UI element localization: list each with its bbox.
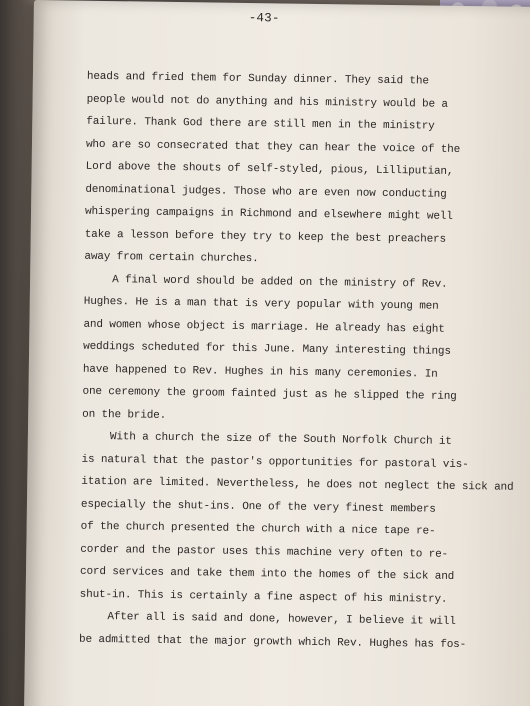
typed-page (24, 0, 530, 706)
text-line: be admitted that the major growth which Rev. Hughes has fos- (78, 633, 467, 651)
text-line: take a lesson before they try to keep the best preachers (84, 228, 447, 246)
text-line: on the bride. (82, 408, 167, 422)
text-line: failure. Thank God there are still men in the ministry (86, 115, 435, 133)
body-text (78, 66, 514, 657)
paragraph-start-line: After all is said and done, however, I believe it will (107, 611, 456, 628)
text-line: and women whose object is marriage. He already has eight (83, 318, 445, 336)
page-number: -43- (248, 11, 280, 26)
text-line: Lord above the shouts of self-styled, pious, Lilliputian, (85, 160, 454, 178)
text-line: one ceremony the groom fainted just as he slipped the ring (82, 385, 457, 403)
text-line: away from certain churches. (84, 250, 259, 266)
text-line: weddings scheduted for this June. Many interesting things (83, 340, 451, 358)
text-line: whispering campaigns in Richmond and elsewhere might well (84, 205, 453, 223)
text-line: shut-in. This is certainly a fine aspect of his ministry. (79, 588, 448, 606)
text-line: itation are limited. Nevertheless, he does not neglect the sick and (81, 475, 514, 494)
text-line: Hughes. He is a man that is very popular with young men (83, 295, 439, 313)
text-line: who are so consecrated that they can hear the voice of the (85, 138, 461, 156)
text-line: denominational judges. Those who are even now conducting (85, 183, 447, 201)
text-line: of the church presented the church with a nice tape re- (80, 520, 436, 538)
text-line: is natural that the pastor's opportunities for pastoral vis- (81, 453, 469, 471)
text-line: corder and the pastor uses this machine very often to re- (80, 543, 449, 561)
paragraph-start-line: A final word should be added on the ministry of Rev. (112, 273, 448, 291)
paragraph-start-line: With a church the size of the South Norfolk Church it (109, 431, 452, 448)
text-line: have happened to Rev. Hughes in his many ceremonies. In (82, 363, 438, 381)
text-line: cord services and take them into the homes of the sick and (79, 565, 455, 583)
text-line: especially the shut-ins. One of the very finest members (80, 498, 436, 516)
text-line: people would not do anything and his ministry would be a (86, 93, 448, 111)
text-line: heads and fried them for Sunday dinner. They said the (86, 70, 429, 88)
